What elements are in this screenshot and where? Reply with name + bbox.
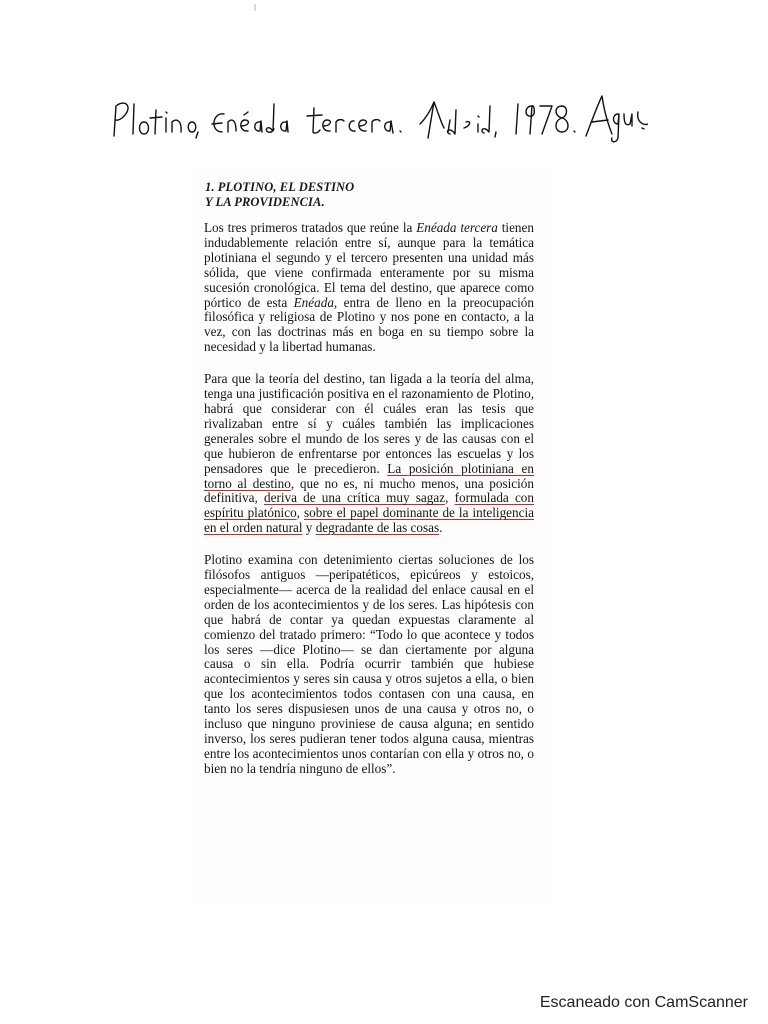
handwritten-citation [108, 84, 648, 154]
p1-text-a: Los tres primeros tratados que reúne la [204, 220, 417, 235]
p2-text-b: , que no es, ni mucho menos, una posición definitiva, [204, 475, 534, 506]
paragraph-2 [204, 372, 534, 536]
p1-italic-title: Enéada tercera [416, 220, 498, 235]
p2-underlined-3: formulada con espíritu platónico [204, 490, 534, 521]
handwriting-signature-image [108, 84, 648, 154]
p1-text-e: , entra de lleno en la preocupación filosófica y religiosa de Plotino y nos pone en contacto, a la vez, con las doctrinas más en boga en su tiempo sobre la necesidad y la libertad humanas. [204, 294, 534, 355]
p1-text-c: tienen indudablemente relación entre sí, aunque para la temática plotiniana el segundo y el tercero presenten una unidad más sólida, que viene confirmada enteramente por su misma sucesión cronológica. El tema del destino, que aparece como pórtico de esta [204, 220, 534, 310]
p2-underlined-5: degradante de las cosas [315, 520, 440, 536]
section-heading-line-1: 1. PLOTINO, EL DESTINO [205, 180, 355, 194]
paragraph-3: Plotino examina con detenimiento ciertas soluciones de los filósofos antiguos —peripatéticos, epicúreos y estoicos, especialmente— acerca de la realidad del enlace causal en el orden de los acontecimientos y de los seres. Las hipótesis con que habrá de contar ya quedan expuestas claramente al comienzo del tratado primero: “Todo lo que acontece y todos los seres —dice Plotino— se dan ciertamente por alguna causa o sin ella. Podría ocurrir también que hubiese acontecimientos y seres sin causa y otros sujetos a ella, o bien que los acontecimientos todos contasen con una causa, en tanto los seres dispusiesen unos de una causa y otros no, o incluso que ninguno proviniese de causa alguna; en sentido inverso, los seres pudieran tener todos alguna causa, mientras entre los acontecimientos unos contarían con ella y otros no, o bien no la tendría ninguno de ellos”. [204, 552, 534, 776]
section-heading [205, 180, 545, 210]
camscanner-watermark: Escaneado con CamScanner [539, 994, 748, 1011]
p2-text-e: y [302, 520, 316, 536]
p2-text-c: , [445, 490, 455, 506]
section-heading-line-2: Y LA PROVIDENCIA. [205, 195, 325, 209]
p2-text-d: , [296, 505, 305, 521]
p2-underlined-2: deriva de una crítica muy sagaz [264, 490, 446, 506]
p2-underlined-1: La posición plotiniana en torno al destino [204, 460, 535, 491]
paragraph-1 [204, 221, 534, 355]
p1-italic-eneada: Enéada [293, 294, 334, 310]
p2-text-a: Para que la teoría del destino, tan ligada a la teoría del alma, tenga una justificación positiva en el razonamiento de Plotino, habrá que considerar con él cuáles eran las tesis que rivalizaban entre sí y cuáles también las implicaciones generales sobre el mundo de los seres y de las causas con el que hubieron de enfrentarse por entonces las escuelas y los pensadores que le precedieron. [204, 371, 534, 476]
p2-text-f: . [439, 520, 443, 536]
body-text [204, 221, 534, 794]
p2-underlined-4: sobre el papel dominante de la inteligencia en el orden natural [204, 505, 534, 536]
scan-speck [254, 4, 256, 11]
